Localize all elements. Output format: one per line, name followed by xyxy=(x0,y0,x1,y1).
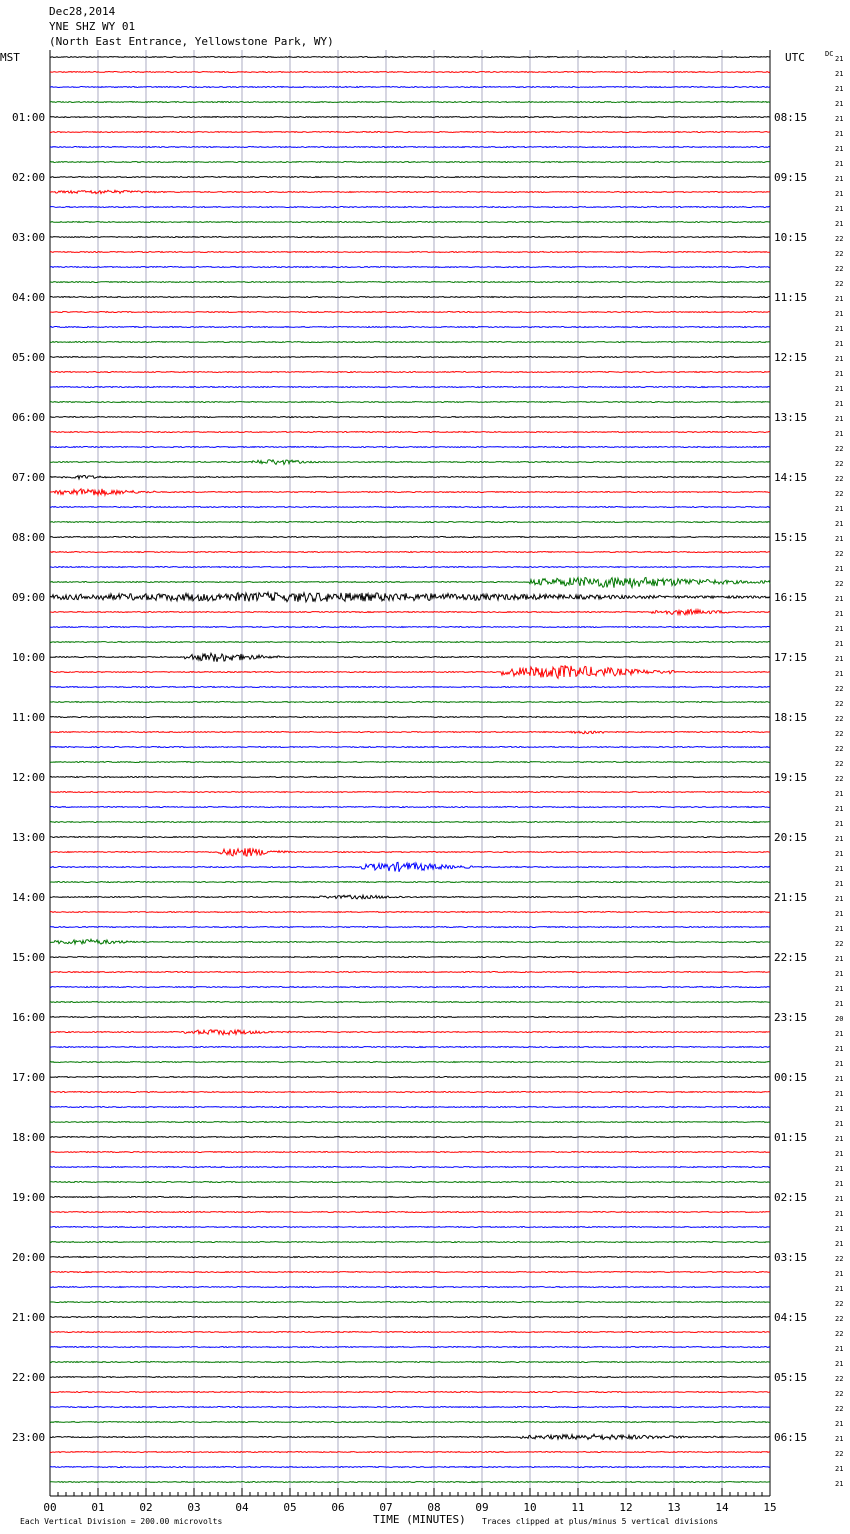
trace-row-15 xyxy=(50,282,770,283)
dc-offset-value: 22 xyxy=(835,490,844,498)
trace-row-0 xyxy=(50,57,770,58)
dc-offset-value: 22 xyxy=(835,775,844,783)
seismic-traces xyxy=(50,57,770,1483)
trace-row-35 xyxy=(50,578,770,588)
dc-offset-value: 21 xyxy=(835,175,844,183)
dc-offset-value: 21 xyxy=(835,1480,844,1488)
station-code: YNE SHZ WY 01 xyxy=(49,20,136,33)
x-tick-label: 13 xyxy=(667,1501,681,1514)
hour-label-utc: 10:15 xyxy=(774,231,808,244)
trace-row-8 xyxy=(50,177,770,178)
dc-offset-value: 21 xyxy=(835,835,844,843)
trace-row-26 xyxy=(50,447,770,448)
trace-row-75 xyxy=(50,1182,770,1183)
hour-label-utc: 08:15 xyxy=(774,111,808,124)
x-tick-label: 08 xyxy=(427,1501,441,1514)
trace-row-63 xyxy=(50,1002,770,1003)
trace-row-39 xyxy=(50,642,770,643)
dc-offset-value: 21 xyxy=(835,1060,844,1068)
hour-label-utc: 21:15 xyxy=(774,891,808,904)
x-tick-label: 00 xyxy=(43,1501,57,1514)
dc-offset-value: 22 xyxy=(835,1300,844,1308)
hour-label-utc: 20:15 xyxy=(774,831,808,844)
trace-row-58 xyxy=(50,927,770,928)
hour-label-utc: 06:15 xyxy=(774,1431,808,1444)
trace-row-92 xyxy=(50,1434,770,1439)
dc-offset-value: 22 xyxy=(835,745,844,753)
x-tick-label: 06 xyxy=(331,1501,345,1514)
dc-offset-value: 21 xyxy=(835,1090,844,1098)
dc-offset-value: 22 xyxy=(835,460,844,468)
dc-offset-value: 22 xyxy=(835,700,844,708)
dc-offset-value: 21 xyxy=(835,295,844,303)
trace-row-46 xyxy=(50,747,770,748)
dc-offset-value: 21 xyxy=(835,100,844,108)
dc-offset-value: 21 xyxy=(835,955,844,963)
trace-row-16 xyxy=(50,297,770,298)
dc-offset-value: 21 xyxy=(835,1045,844,1053)
trace-row-73 xyxy=(50,1152,770,1153)
trace-row-4 xyxy=(50,117,770,118)
dc-offset-value: 21 xyxy=(835,415,844,423)
trace-row-34 xyxy=(50,567,770,568)
dc-offset-value: 22 xyxy=(835,760,844,768)
trace-row-84 xyxy=(50,1317,770,1318)
hour-label-mst: 05:00 xyxy=(12,351,46,364)
dc-offset-value: 21 xyxy=(835,160,844,168)
dc-offset-value: 21 xyxy=(835,1270,844,1278)
dc-offset-value: 21 xyxy=(835,1435,844,1443)
trace-row-69 xyxy=(50,1092,770,1093)
hour-label-mst: 18:00 xyxy=(12,1131,46,1144)
trace-row-86 xyxy=(50,1347,770,1348)
dc-offset-value: 22 xyxy=(835,250,844,258)
hour-label-utc: 19:15 xyxy=(774,771,808,784)
dc-offset-value: 21 xyxy=(835,220,844,228)
dc-offset-value: 21 xyxy=(835,1195,844,1203)
dc-offset-value: 21 xyxy=(835,640,844,648)
dc-offset-value: 22 xyxy=(835,685,844,693)
dc-offset-value: 21 xyxy=(835,1120,844,1128)
trace-row-93 xyxy=(50,1452,770,1453)
dc-offset-value: 21 xyxy=(835,130,844,138)
trace-row-95 xyxy=(50,1482,770,1483)
hour-label-mst: 09:00 xyxy=(12,591,46,604)
dc-offset-value: 21 xyxy=(835,520,844,528)
dc-offset-value: 21 xyxy=(835,970,844,978)
dc-offset-labels xyxy=(835,55,843,1488)
record-date: Dec28,2014 xyxy=(49,5,116,18)
dc-offset-value: 21 xyxy=(835,1075,844,1083)
hour-label-mst: 04:00 xyxy=(12,291,46,304)
hour-label-mst: 13:00 xyxy=(12,831,46,844)
trace-row-90 xyxy=(50,1407,770,1408)
x-tick-label: 15 xyxy=(763,1501,777,1514)
hour-label-utc: 05:15 xyxy=(774,1371,808,1384)
trace-row-79 xyxy=(50,1242,770,1243)
trace-row-47 xyxy=(50,762,770,763)
trace-row-76 xyxy=(50,1197,770,1198)
trace-row-14 xyxy=(50,267,770,268)
hour-label-utc: 03:15 xyxy=(774,1251,808,1264)
dc-offset-value: 21 xyxy=(835,880,844,888)
left-timezone-label: MST xyxy=(0,51,20,64)
trace-row-6 xyxy=(50,147,770,148)
right-timezone-label: UTC xyxy=(785,51,805,64)
hour-label-utc: 09:15 xyxy=(774,171,808,184)
dc-offset-value: 22 xyxy=(835,940,844,948)
dc-offset-value: 21 xyxy=(835,55,844,63)
station-location: (North East Entrance, Yellowstone Park, WY) xyxy=(49,35,334,48)
hour-label-utc: 02:15 xyxy=(774,1191,808,1204)
hour-label-utc: 00:15 xyxy=(774,1071,808,1084)
dc-offset-value: 21 xyxy=(835,145,844,153)
dc-offset-value: 21 xyxy=(835,85,844,93)
dc-label: DC xyxy=(825,50,834,58)
dc-offset-value: 21 xyxy=(835,925,844,933)
trace-row-61 xyxy=(50,972,770,973)
trace-row-62 xyxy=(50,987,770,988)
dc-offset-value: 21 xyxy=(835,1135,844,1143)
dc-offset-value: 22 xyxy=(835,1255,844,1263)
x-tick-label: 02 xyxy=(139,1501,153,1514)
dc-offset-value: 21 xyxy=(835,655,844,663)
dc-offset-value: 21 xyxy=(835,355,844,363)
dc-offset-value: 21 xyxy=(835,805,844,813)
trace-row-33 xyxy=(50,552,770,553)
trace-row-60 xyxy=(50,957,770,958)
trace-row-5 xyxy=(50,132,770,133)
trace-row-11 xyxy=(50,222,770,223)
dc-offset-value: 21 xyxy=(835,1285,844,1293)
dc-offset-value: 22 xyxy=(835,580,844,588)
dc-offset-value: 21 xyxy=(835,985,844,993)
trace-row-57 xyxy=(50,912,770,913)
hour-label-mst: 10:00 xyxy=(12,651,46,664)
dc-offset-value: 22 xyxy=(835,1330,844,1338)
trace-row-23 xyxy=(50,402,770,403)
trace-row-65 xyxy=(50,1030,770,1035)
dc-offset-value: 21 xyxy=(835,625,844,633)
hour-label-mst: 06:00 xyxy=(12,411,46,424)
trace-row-44 xyxy=(50,717,770,718)
hour-label-mst: 23:00 xyxy=(12,1431,46,1444)
trace-row-24 xyxy=(50,417,770,418)
hour-label-utc: 01:15 xyxy=(774,1131,808,1144)
hour-label-utc: 13:15 xyxy=(774,411,808,424)
hour-label-mst: 02:00 xyxy=(12,171,46,184)
trace-row-3 xyxy=(50,102,770,103)
trace-row-71 xyxy=(50,1122,770,1123)
trace-row-85 xyxy=(50,1332,770,1333)
dc-offset-value: 21 xyxy=(835,1240,844,1248)
x-tick-label: 01 xyxy=(91,1501,105,1514)
trace-row-70 xyxy=(50,1107,770,1108)
trace-row-68 xyxy=(50,1077,770,1078)
dc-offset-value: 21 xyxy=(835,1030,844,1038)
x-tick-label: 03 xyxy=(187,1501,201,1514)
hour-label-mst: 07:00 xyxy=(12,471,46,484)
trace-row-19 xyxy=(50,342,770,343)
hour-label-mst: 22:00 xyxy=(12,1371,46,1384)
hour-label-mst: 14:00 xyxy=(12,891,46,904)
trace-row-66 xyxy=(50,1047,770,1048)
dc-offset-value: 22 xyxy=(835,1390,844,1398)
dc-offset-value: 21 xyxy=(835,1345,844,1353)
dc-offset-value: 22 xyxy=(835,550,844,558)
trace-row-40 xyxy=(50,653,770,661)
hour-label-mst: 17:00 xyxy=(12,1071,46,1084)
hour-label-utc: 12:15 xyxy=(774,351,808,364)
trace-row-88 xyxy=(50,1377,770,1378)
trace-row-83 xyxy=(50,1302,770,1303)
trace-row-41 xyxy=(50,665,770,678)
x-tick-label: 09 xyxy=(475,1501,489,1514)
trace-row-81 xyxy=(50,1272,770,1273)
x-tick-label: 04 xyxy=(235,1501,249,1514)
trace-row-2 xyxy=(50,87,770,88)
dc-offset-value: 21 xyxy=(835,535,844,543)
trace-row-13 xyxy=(50,252,770,253)
trace-row-36 xyxy=(50,592,770,602)
dc-offset-value: 21 xyxy=(835,190,844,198)
dc-offset-value: 21 xyxy=(835,115,844,123)
trace-row-28 xyxy=(50,476,770,479)
trace-row-1 xyxy=(50,72,770,73)
trace-row-42 xyxy=(50,687,770,688)
hour-label-mst: 20:00 xyxy=(12,1251,46,1264)
dc-offset-value: 21 xyxy=(835,430,844,438)
hour-label-utc: 04:15 xyxy=(774,1311,808,1324)
dc-offset-value: 21 xyxy=(835,820,844,828)
trace-row-59 xyxy=(50,939,770,944)
dc-offset-value: 21 xyxy=(835,790,844,798)
trace-row-78 xyxy=(50,1227,770,1228)
trace-row-20 xyxy=(50,357,770,358)
trace-row-56 xyxy=(50,895,770,899)
hour-label-utc: 23:15 xyxy=(774,1011,808,1024)
trace-row-37 xyxy=(50,609,770,614)
hour-label-mst: 12:00 xyxy=(12,771,46,784)
trace-row-10 xyxy=(50,207,770,208)
dc-offset-value: 21 xyxy=(835,400,844,408)
dc-offset-value: 21 xyxy=(835,1465,844,1473)
dc-offset-value: 21 xyxy=(835,370,844,378)
dc-offset-value: 22 xyxy=(835,730,844,738)
trace-row-94 xyxy=(50,1467,770,1468)
dc-offset-value: 22 xyxy=(835,1315,844,1323)
trace-row-43 xyxy=(50,702,770,703)
dc-offset-value: 21 xyxy=(835,895,844,903)
dc-offset-value: 22 xyxy=(835,280,844,288)
dc-offset-value: 21 xyxy=(835,1105,844,1113)
dc-offset-value: 21 xyxy=(835,1150,844,1158)
trace-row-30 xyxy=(50,507,770,508)
dc-offset-value: 21 xyxy=(835,670,844,678)
dc-offset-value: 21 xyxy=(835,565,844,573)
trace-row-22 xyxy=(50,387,770,388)
dc-offset-value: 22 xyxy=(835,235,844,243)
hour-label-utc: 15:15 xyxy=(774,531,808,544)
dc-offset-value: 21 xyxy=(835,850,844,858)
trace-row-67 xyxy=(50,1062,770,1063)
hour-label-mst: 01:00 xyxy=(12,111,46,124)
hour-label-mst: 16:00 xyxy=(12,1011,46,1024)
x-tick-label: 07 xyxy=(379,1501,393,1514)
hour-label-mst: 21:00 xyxy=(12,1311,46,1324)
trace-row-17 xyxy=(50,312,770,313)
clip-note: Traces clipped at plus/minus 5 vertical divisions xyxy=(482,1517,719,1526)
hour-label-utc: 11:15 xyxy=(774,291,808,304)
trace-row-21 xyxy=(50,372,770,373)
trace-row-32 xyxy=(50,537,770,538)
dc-offset-value: 21 xyxy=(835,70,844,78)
hour-label-utc: 22:15 xyxy=(774,951,808,964)
trace-row-9 xyxy=(50,190,770,193)
dc-offset-value: 20 xyxy=(835,1015,844,1023)
dc-offset-value: 22 xyxy=(835,1375,844,1383)
trace-row-54 xyxy=(50,862,770,872)
hour-label-mst: 19:00 xyxy=(12,1191,46,1204)
dc-offset-value: 21 xyxy=(835,1360,844,1368)
hour-label-mst: 15:00 xyxy=(12,951,46,964)
dc-offset-value: 22 xyxy=(835,1450,844,1458)
hour-label-mst: 03:00 xyxy=(12,231,46,244)
trace-row-27 xyxy=(50,460,770,465)
x-tick-label: 14 xyxy=(715,1501,729,1514)
dc-offset-value: 21 xyxy=(835,1000,844,1008)
trace-row-52 xyxy=(50,837,770,838)
dc-offset-value: 21 xyxy=(835,910,844,918)
trace-row-87 xyxy=(50,1362,770,1363)
hour-label-utc: 14:15 xyxy=(774,471,808,484)
dc-offset-value: 21 xyxy=(835,1165,844,1173)
trace-row-18 xyxy=(50,327,770,328)
dc-offset-value: 22 xyxy=(835,445,844,453)
trace-row-29 xyxy=(50,489,770,495)
hour-label-utc: 17:15 xyxy=(774,651,808,664)
dc-offset-value: 21 xyxy=(835,865,844,873)
x-tick-label: 05 xyxy=(283,1501,297,1514)
dc-offset-value: 21 xyxy=(835,205,844,213)
trace-row-89 xyxy=(50,1392,770,1393)
x-tick-label: 12 xyxy=(619,1501,633,1514)
trace-row-38 xyxy=(50,627,770,628)
dc-offset-value: 22 xyxy=(835,1405,844,1413)
x-tick-label: 10 xyxy=(523,1501,537,1514)
trace-row-25 xyxy=(50,432,770,433)
dc-offset-value: 21 xyxy=(835,1225,844,1233)
dc-offset-value: 22 xyxy=(835,475,844,483)
hour-label-utc: 16:15 xyxy=(774,591,808,604)
trace-row-55 xyxy=(50,882,770,883)
dc-offset-value: 21 xyxy=(835,610,844,618)
scale-note: Each Vertical Division = 200.00 microvolts xyxy=(20,1517,223,1526)
trace-row-91 xyxy=(50,1422,770,1423)
dc-offset-value: 21 xyxy=(835,310,844,318)
x-axis xyxy=(43,1488,776,1514)
trace-row-74 xyxy=(50,1167,770,1168)
trace-row-31 xyxy=(50,522,770,523)
trace-row-80 xyxy=(50,1257,770,1258)
trace-row-72 xyxy=(50,1137,770,1138)
dc-offset-value: 22 xyxy=(835,715,844,723)
x-axis-title: TIME (MINUTES) xyxy=(373,1513,466,1526)
dc-offset-value: 21 xyxy=(835,325,844,333)
trace-row-77 xyxy=(50,1212,770,1213)
trace-row-51 xyxy=(50,822,770,823)
dc-offset-value: 21 xyxy=(835,385,844,393)
trace-row-48 xyxy=(50,777,770,778)
hour-label-utc: 18:15 xyxy=(774,711,808,724)
trace-row-7 xyxy=(50,162,770,163)
dc-offset-value: 21 xyxy=(835,595,844,603)
trace-row-53 xyxy=(50,848,770,856)
trace-row-64 xyxy=(50,1017,770,1018)
x-tick-label: 11 xyxy=(571,1501,585,1514)
dc-offset-value: 21 xyxy=(835,1180,844,1188)
dc-offset-value: 21 xyxy=(835,340,844,348)
dc-offset-value: 21 xyxy=(835,1210,844,1218)
trace-row-50 xyxy=(50,807,770,808)
trace-row-82 xyxy=(50,1287,770,1288)
dc-offset-value: 22 xyxy=(835,265,844,273)
hour-label-mst: 11:00 xyxy=(12,711,46,724)
dc-offset-value: 21 xyxy=(835,505,844,513)
trace-row-12 xyxy=(50,237,770,238)
dc-offset-value: 21 xyxy=(835,1420,844,1428)
trace-row-45 xyxy=(50,731,770,733)
hour-label-mst: 08:00 xyxy=(12,531,46,544)
trace-row-49 xyxy=(50,792,770,793)
